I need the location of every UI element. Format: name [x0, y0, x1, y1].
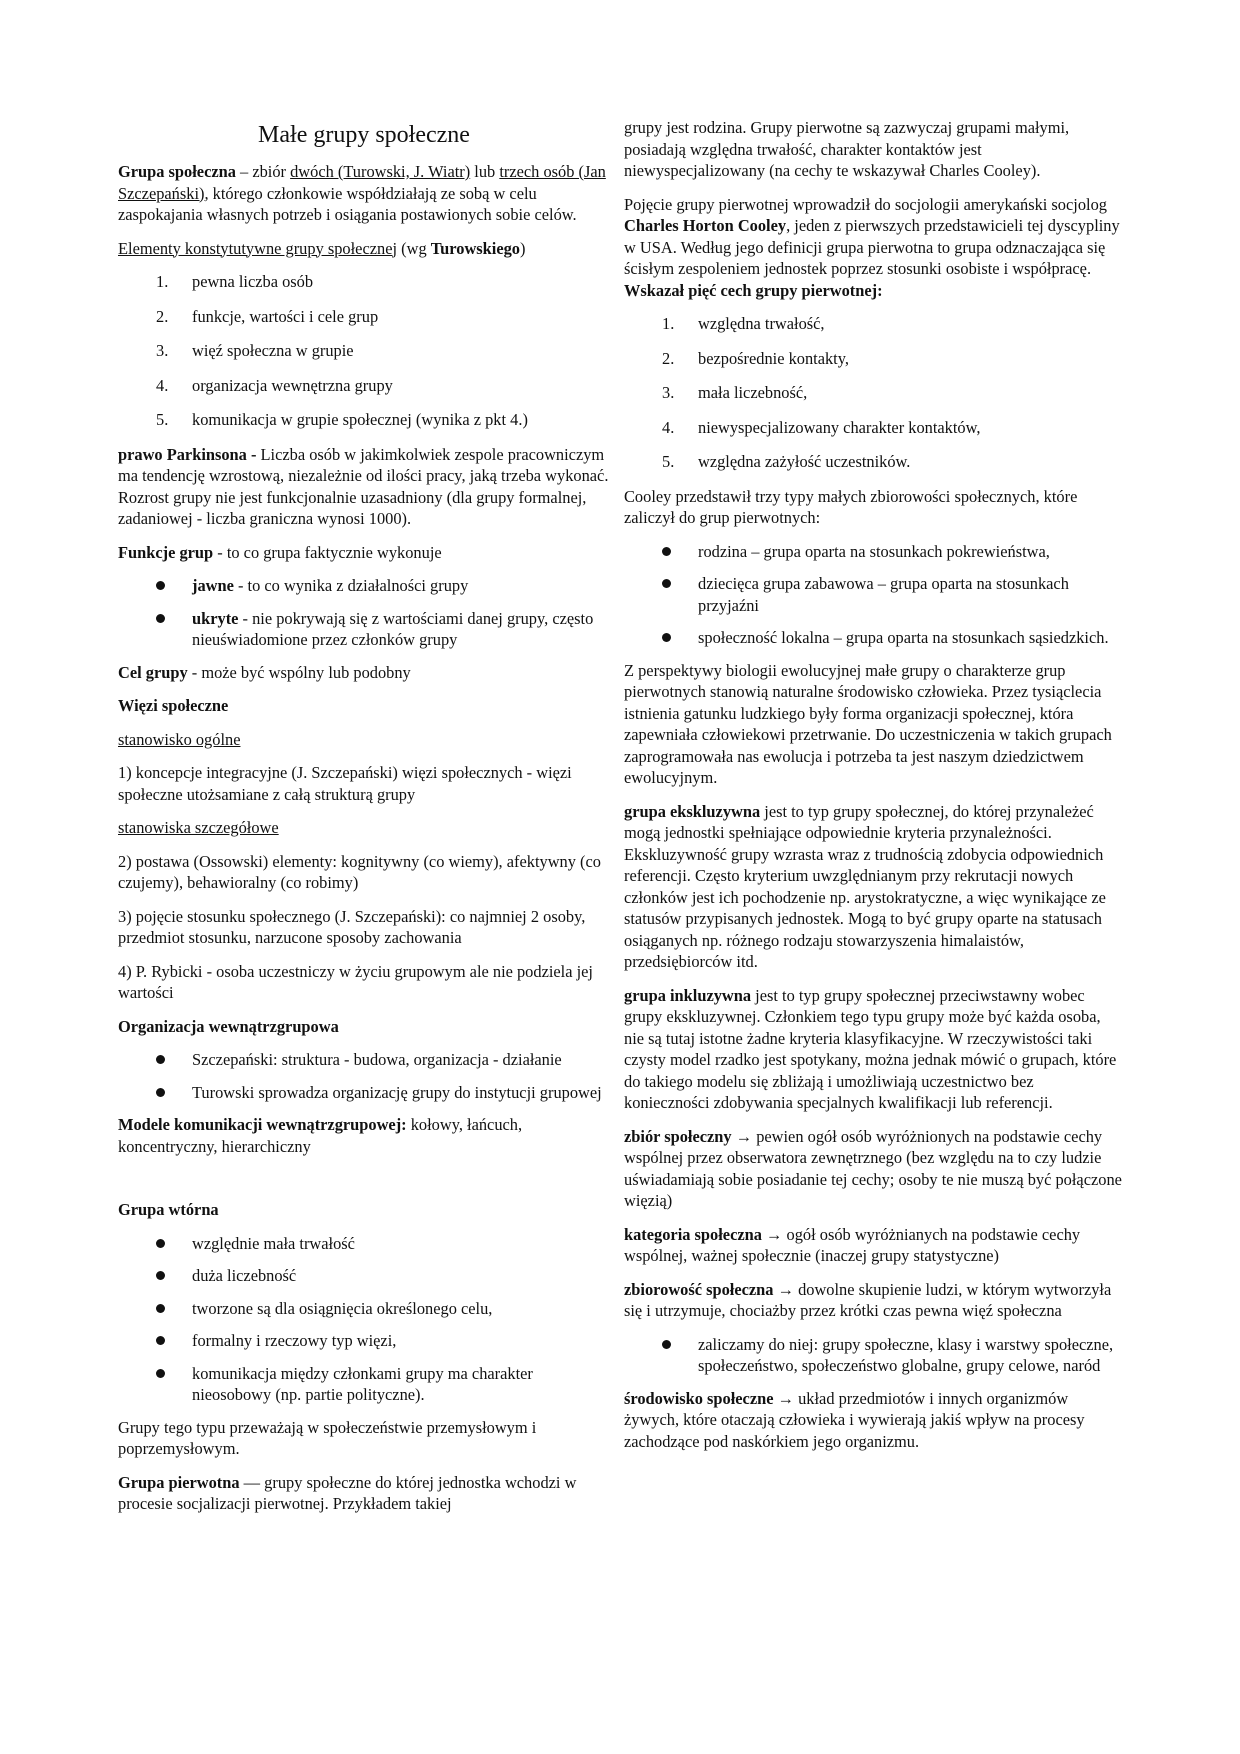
elements-heading: Elementy konstytutywne grupy społecznej (wg Turowskiego): [118, 238, 526, 258]
secondary-group-heading: Grupa wtórna: [118, 1200, 219, 1219]
bullet-icon: [662, 633, 671, 642]
group-functions: Funkcje grup - to co grupa faktycznie wykonuje: [118, 542, 442, 562]
inclusive-group: grupa inkluzywna jest to typ grupy społecznej przeciwstawny wobec grupy ekskluzywnej. Członkiem tego typu grupy może być każda osoba, nie są tutaj istotne żadne kryteria klasyfikacyjne. W rzeczywistości taki czysty model rzadko jest spotykany, można jednak mówić o grupach, które do takiego modelu się zbliżają i umożliwiają uczestnictwo bez konieczności zdobywania specjalnych kwalifikacji lub referencji.: [624, 985, 1117, 1112]
exclusive-group: grupa ekskluzywna jest to typ grupy społecznej, do której przynależeć mogą jednostki spełniające odpowiednie kryteria przynależności. Ekskluzywność grupy wzrasta wraz z trudnością zdobycia odpowiednich referencji. Często kryterium uwzględnianym przy rekrutacji nowych członków jest ich pochodzenie np. arystokratyczne, a więc wynikające ze statusów przypisanych jednostek. Mogą to być grupy oparte na statusach osiąganych np. różnego rodzaju stowarzyszenia himalaistów, przedsiębiorców itd.: [624, 801, 1106, 971]
paragraph: 4) P. Rybicki - osoba uczestniczy w życiu grupowym ale nie podziela jej wartości: [118, 961, 593, 1002]
bullet-icon: [156, 581, 165, 590]
bullet-icon: [156, 1304, 165, 1313]
paragraph: 1) koncepcje integracyjne (J. Szczepański) więzi społecznych - więzi społeczne utożsamiane z całą strukturą grupy: [118, 763, 572, 804]
left-column: [118, 112, 610, 1527]
list-item: ukryte - nie pokrywają się z wartościami danej grupy, często nieuświadomione przez członków grupy: [118, 608, 610, 651]
bullet-icon: [662, 547, 671, 556]
traits-list: [624, 313, 1122, 473]
list-item: 5. komunikacja w grupie społecznej (wynika z pkt 4.): [156, 410, 528, 429]
social-bonds-heading: Więzi społeczne: [118, 696, 229, 715]
list-item: Szczepański: struktura - budowa, organizacja - działanie: [118, 1049, 610, 1071]
list-item: 2. funkcje, wartości i cele grup: [156, 306, 379, 326]
types-list: [624, 541, 1122, 649]
list-item: duża liczebność: [118, 1265, 610, 1287]
list-item: formalny i rzeczowy typ więzi,: [118, 1330, 610, 1352]
organization-heading: Organizacja wewnątrzgrupowa: [118, 1016, 339, 1036]
bullet-icon: [156, 1088, 165, 1097]
elements-list: [118, 271, 610, 431]
social-collectivity: zbiorowość społeczna → dowolne skupienie ludzi, w którym wytworzyła się i utrzymuje, chociażby przez krótki czas pewna więź społeczna: [624, 1279, 1112, 1320]
general-stance: stanowisko ogólne: [118, 729, 241, 749]
social-environment: środowisko społeczne → układ przedmiotów i innych organizmów żywych, które otaczają człowieka i wywierają jakiś wpływ na procesy zachodzące pod naskórkiem jego organizmu.: [624, 1388, 1085, 1451]
secondary-list: [118, 1233, 610, 1406]
list-item: 1. względna trwałość,: [662, 314, 825, 333]
paragraph: 3) pojęcie stosunku społecznego (J. Szczepański): co najmniej 2 osoby, przedmiot stosunku, narzucone sposoby zachowania: [118, 906, 586, 947]
document-title: Małe grupy społeczne: [258, 122, 470, 148]
primary-group: Grupa pierwotna — grupy społeczne do której jednostka wchodzi w procesie socjalizacji pierwotnej. Przykładem takiej: [118, 1472, 577, 1513]
bullet-icon: [662, 579, 671, 588]
bullet-icon: [156, 1336, 165, 1345]
list-item: 3. mała liczebność,: [662, 383, 808, 402]
list-item: Turowski sprowadza organizację grupy do instytucji grupowej: [118, 1082, 610, 1104]
group-goal: Cel grupy - może być wspólny lub podobny: [118, 662, 411, 682]
list-item: zaliczamy do niej: grupy społeczne, klasy i warstwy społeczne, społeczeństwo, społeczeństwo globalne, grupy celowe, naród: [624, 1334, 1122, 1377]
list-item: jawne - to co wynika z działalności grupy: [118, 575, 610, 597]
list-item: względnie mała trwałość: [118, 1233, 610, 1255]
list-item: 2. bezpośrednie kontakty,: [662, 348, 849, 368]
paragraph: grupy jest rodzina. Grupy pierwotne są zazwyczaj grupami małymi, posiadają względna trwałość, charakter kontaktów jest niewyspecjalizowany (na cechy te wskazywał Charles Cooley).: [624, 118, 1070, 180]
social-category: kategoria społeczna → ogół osób wyróżnianych na podstawie cechy wspólnej, ważnej społecznie (inaczej grupy statystyczne): [624, 1224, 1081, 1265]
list-item: dziecięca grupa zabawowa – grupa oparta na stosunkach przyjaźni: [624, 573, 1122, 616]
paragraph: Cooley przedstawił trzy typy małych zbiorowości społecznych, które zaliczył do grup pierwotnych:: [624, 486, 1078, 527]
bullet-icon: [156, 1239, 165, 1248]
paragraph: Grupy tego typu przeważają w społeczeństwie przemysłowym i poprzemysłowym.: [118, 1417, 537, 1458]
social-set: zbiór społeczny → pewien ogół osób wyróżnionych na podstawie cechy wspólnej przez obserwatora zewnętrznego (bez względu na to czy ludzie uświadamiają sobie posiadanie tej cechy; osoby te nie muszą być połączone więzią): [624, 1126, 1122, 1210]
cooley-paragraph: Pojęcie grupy pierwotnej wprowadził do socjologii amerykański socjolog Charles Horton Cooley, jeden z pierwszych przedstawicieli tej dyscypliny w USA. Według jego definicji grupa pierwotna to grupa odznaczająca się ścisłym zespoleniem jednostek poprzez stosunki osobiste i współpracę. Wskazał pięć cech grupy pierwotnej:: [624, 194, 1120, 300]
list-item: 3. więź społeczna w grupie: [156, 341, 354, 360]
list-item: 1. pewna liczba osób: [156, 272, 314, 291]
list-item: rodzina – grupa oparta na stosunkach pokrewieństwa,: [624, 541, 1122, 563]
list-item: społeczność lokalna – grupa oparta na stosunkach sąsiedzkich.: [624, 627, 1122, 649]
detailed-stances: stanowiska szczegółowe: [118, 818, 279, 837]
right-column: [624, 117, 1122, 1464]
list-item: 5. względna zażyłość uczestników.: [662, 452, 911, 471]
bullet-icon: [156, 1055, 165, 1064]
list-item: 4. niewyspecjalizowany charakter kontaktów,: [662, 417, 981, 437]
bullet-icon: [156, 1369, 165, 1378]
paragraph: 2) postawa (Ossowski) elementy: kognitywny (co wiemy), afektywny (co czujemy), behawioralny (co robimy): [118, 851, 601, 892]
group-definition: Grupa społeczna – zbiór dwóch (Turowski, J. Wiatr) lub trzech osób (Jan Szczepański), którego członkowie współdziałają ze sobą w celu zaspokajania własnych potrzeb i osiągania postawionych sobie celów.: [118, 162, 606, 224]
parkinson-law: prawo Parkinsona - Liczba osób w jakimkolwiek zespole pracowniczym ma tendencję wzrostową, niezależnie od ilości pracy, jaką trzeba wykonać. Rozrost grupy nie jest funkcjonalnie uzasadniony (dla grupy formalnej, zadaniowej - liczba graniczna wynosi 1000).: [118, 444, 609, 528]
list-item: 4. organizacja wewnętrzna grupy: [156, 375, 393, 395]
list-item: tworzone są dla osiągnięcia określonego celu,: [118, 1298, 610, 1320]
paragraph: Z perspektywy biologii ewolucyjnej małe grupy o charakterze grup pierwotnych stanowią naturalne środowisko człowieka. Przez tysiąclecia istnienia gatunku ludzkiego były forma organizacji społecznej, która zapewniała człowiekowi przetrwanie. Do uczestniczenia w takich grupach zaprogramowała nas ewolucja i potrzeba ta jest naszym dziedzictwem ewolucyjnym.: [624, 660, 1112, 787]
organization-list: [118, 1049, 610, 1103]
list-item: komunikacja między członkami grupy ma charakter nieosobowy (np. partie polityczne).: [118, 1363, 610, 1406]
functions-list: [118, 575, 610, 651]
bullet-icon: [156, 614, 165, 623]
bullet-icon: [662, 1340, 671, 1349]
bullet-icon: [156, 1271, 165, 1280]
included-list: [624, 1334, 1122, 1377]
communication-models: Modele komunikacji wewnątrzgrupowej: kołowy, łańcuch, koncentryczny, hierarchiczny: [118, 1115, 523, 1156]
